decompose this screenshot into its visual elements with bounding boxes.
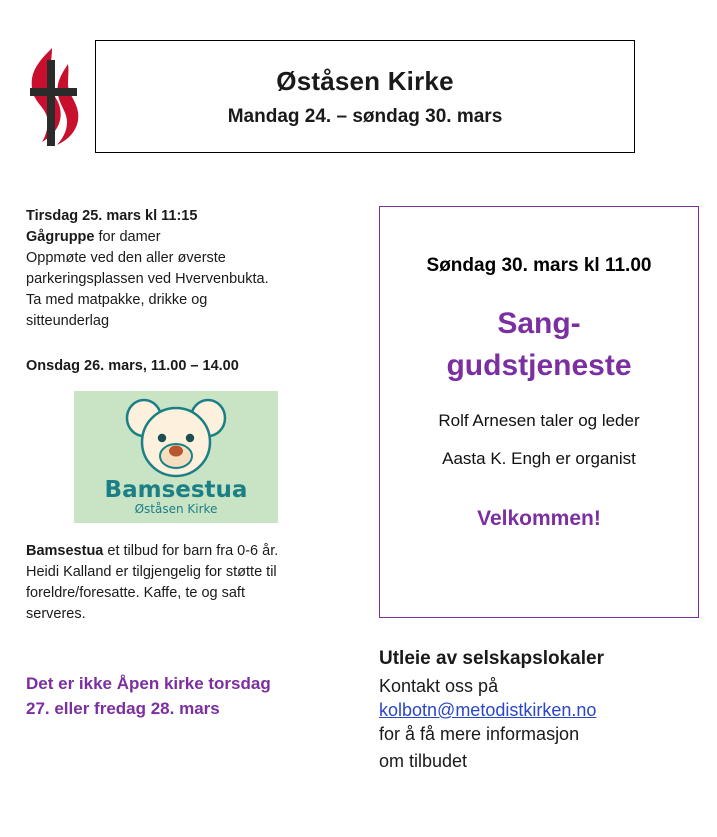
bamsestua-description-line-2: Heidi Kalland er tilgjengelig for støtte til <box>26 564 277 580</box>
service-announcement-box <box>379 206 699 618</box>
service-type-line-1: Sang- <box>497 307 581 340</box>
bamsestua-description-line-1: et tilbud for barn fra 0-6 år. <box>103 543 279 559</box>
rental-line-2: for å få mere informasjon <box>379 724 580 744</box>
united-methodist-cross-and-flame-logo <box>22 42 84 154</box>
walking-group-line-1: Oppmøte ved den aller øverste <box>26 250 226 266</box>
wednesday-heading: Onsdag 26. mars, 11.00 – 14.00 <box>26 358 239 374</box>
walking-group-when: Tirsdag 25. mars kl 11:15 <box>26 208 198 224</box>
closed-notice-line-1: Det er ikke Åpen kirke torsdag <box>26 674 271 693</box>
right-column <box>379 206 699 775</box>
walking-group-line-2: parkeringsplassen ved Hvervenbukta. <box>26 271 269 287</box>
bamsestua-description-line-4: serveres. <box>26 606 86 622</box>
service-welcome: Velkommen! <box>477 507 601 530</box>
walking-group-name-bold: Gågruppe <box>26 229 95 245</box>
page-header <box>0 0 717 185</box>
date-range: Mandag 24. – søndag 30. mars <box>227 105 503 127</box>
walking-group-name-rest: for damer <box>94 229 161 245</box>
walking-group-name <box>26 227 346 248</box>
bamsestua-wordmark: Bamsestua <box>104 477 248 503</box>
service-leader: Rolf Arnesen taler og leder <box>438 411 640 430</box>
service-organist: Aasta K. Engh er organist <box>442 449 636 468</box>
walking-group-block <box>26 206 346 332</box>
page-title: Øståsen Kirke <box>276 65 454 96</box>
service-type-line-2: gudstjeneste <box>446 349 632 382</box>
bamsestua-description-line-3: foreldre/foresatte. Kaffe, te og saft <box>26 585 245 601</box>
closed-notice-line-2: 27. eller fredag 28. mars <box>26 699 220 718</box>
closed-notice <box>26 671 346 721</box>
title-box <box>95 40 635 153</box>
rental-info <box>379 648 699 775</box>
bamsestua-image <box>74 391 278 523</box>
walking-group-line-4: sitteunderlag <box>26 313 110 329</box>
left-column <box>26 206 346 721</box>
bamsestua-subtitle: Øståsen Kirke <box>134 502 218 516</box>
bamsestua-description-lead: Bamsestua <box>26 543 104 559</box>
service-when: Søndag 30. mars kl 11.00 <box>426 255 652 276</box>
rental-line-3: om tilbudet <box>379 751 468 771</box>
walking-group-line-3: Ta med matpakke, drikke og <box>26 292 208 308</box>
rental-line-1: Kontakt oss på <box>379 676 499 696</box>
service-type <box>396 303 682 387</box>
rental-title: Utleie av selskapslokaler <box>379 648 604 669</box>
bamsestua-description <box>26 541 346 625</box>
rental-email-link[interactable]: kolbotn@metodistkirken.no <box>379 700 597 720</box>
teddy-bear-icon <box>124 396 228 484</box>
